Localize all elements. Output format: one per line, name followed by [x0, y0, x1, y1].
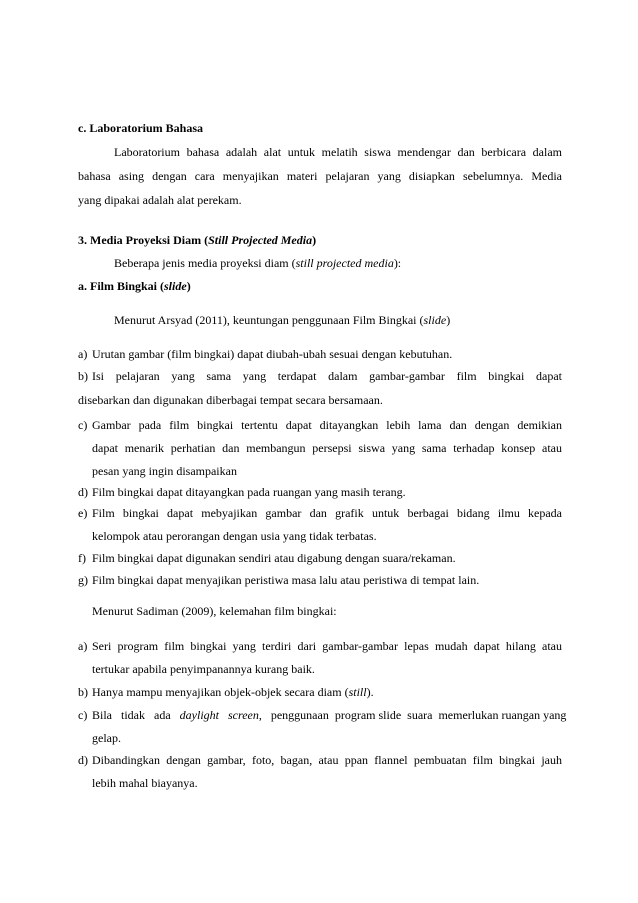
list-item-continuation: lebih mahal biayanya.: [92, 776, 198, 790]
list-marker: d): [78, 485, 88, 499]
list-item-text-part: ).: [366, 685, 374, 699]
list-marker: c): [78, 708, 88, 722]
list-item-text: Seri program film bingkai yang terdiri dari gambar-gambar lepas mudah dapat hilang atau: [92, 639, 562, 653]
list-marker: a): [78, 639, 88, 653]
list-item-italic-text: daylight screen: [179, 708, 259, 722]
list-marker: g): [78, 573, 88, 587]
paragraph-line: yang dipakai adalah alat perekam.: [78, 193, 242, 207]
heading-laboratorium-bahasa: c. Laboratorium Bahasa: [78, 121, 204, 135]
list-marker: b): [78, 685, 88, 699]
list-item-continuation: disebarkan dan digunakan diberbagai tempat secara bersamaan.: [78, 393, 383, 407]
list-item-text: Gambar pada film bingkai tertentu dapat ditayangkan lebih lama dan dengan demikian: [92, 418, 562, 432]
list-item-text: Urutan gambar (film bingkai) dapat diubah-ubah sesuai dengan kebutuhan.: [92, 347, 453, 361]
list-item-continuation: tertukar apabila penyimpanannya kurang baik.: [92, 662, 315, 676]
list-marker: f): [78, 551, 86, 565]
intro-text: Beberapa jenis media proyeksi diam (: [114, 256, 296, 270]
list-item-text: Film bingkai dapat mebyajikan gambar dan grafik untuk berbagai bidang ilmu kepada: [92, 506, 562, 520]
intro-text: ):: [393, 256, 402, 270]
heading-text: a. Film Bingkai (: [78, 279, 165, 293]
list-item-text: Film bingkai dapat ditayangkan pada ruangan yang masih terang.: [92, 485, 406, 499]
intro-text: Menurut Arsyad (2011), keuntungan penggunaan Film Bingkai (: [114, 313, 424, 327]
list-item-continuation: pesan yang ingin disampaikan: [92, 464, 237, 478]
disadvantage-intro: Menurut Sadiman (2009), kelemahan film bingkai:: [92, 604, 337, 618]
heading-text: 3. Media Proyeksi Diam (: [78, 233, 209, 247]
intro-italic-text: slide: [423, 313, 447, 327]
list-marker: c): [78, 418, 88, 432]
list-marker: e): [78, 506, 88, 520]
list-marker: b): [78, 369, 88, 383]
heading-text: ): [312, 233, 317, 247]
heading-text: ): [186, 279, 191, 293]
list-item-continuation: dapat menarik perhatian dan membangun persepsi siswa yang sama terhadap konsep atau: [92, 441, 562, 455]
list-item-text: Dibandingkan dengan gambar, foto, bagan, atau ppan flannel pembuatan film bingkai jauh: [92, 753, 562, 767]
intro-italic-text: still projected media: [295, 256, 394, 270]
list-item-continuation: gelap.: [92, 731, 121, 745]
heading-italic-text: Still Projected Media: [208, 233, 313, 247]
list-item-text: Film bingkai dapat menyajikan peristiwa masa lalu atau peristiwa di tempat lain.: [92, 573, 480, 587]
list-item-text: [92, 708, 567, 723]
list-item-continuation: kelompok atau perorangan dengan usia yang tidak terbatas.: [92, 529, 377, 543]
list-marker: a): [78, 347, 88, 361]
list-item-text: Film bingkai dapat digunakan sendiri atau digabung dengan suara/rekaman.: [92, 551, 456, 565]
list-item-text-part: Hanya mampu menyajikan objek-objek secara diam (: [92, 685, 349, 699]
paragraph-line: Laboratorium bahasa adalah alat untuk melatih siswa mendengar dan berbicara dalam: [114, 145, 562, 159]
section-3-intro: [114, 256, 562, 271]
heading-media-proyeksi-diam: [78, 233, 562, 248]
list-item-italic-text: still: [348, 685, 367, 699]
heading-italic-text: slide: [164, 279, 187, 293]
section-a-intro: [114, 313, 562, 328]
list-item-text: [92, 685, 562, 700]
list-marker: d): [78, 753, 88, 767]
heading-film-bingkai: [78, 279, 562, 294]
list-item-text-part: , penggunaan program slide suara memerlukan ruangan yang: [258, 708, 567, 722]
list-item-text-part: Bila tidak ada: [92, 708, 180, 722]
intro-text: ): [446, 313, 451, 327]
list-item-text: Isi pelajaran yang sama yang terdapat dalam gambar-gambar film bingkai dapat: [92, 369, 562, 383]
paragraph-line: bahasa asing dengan cara menyajikan materi pelajaran yang disiapkan sebelumnya. Media: [78, 169, 562, 183]
